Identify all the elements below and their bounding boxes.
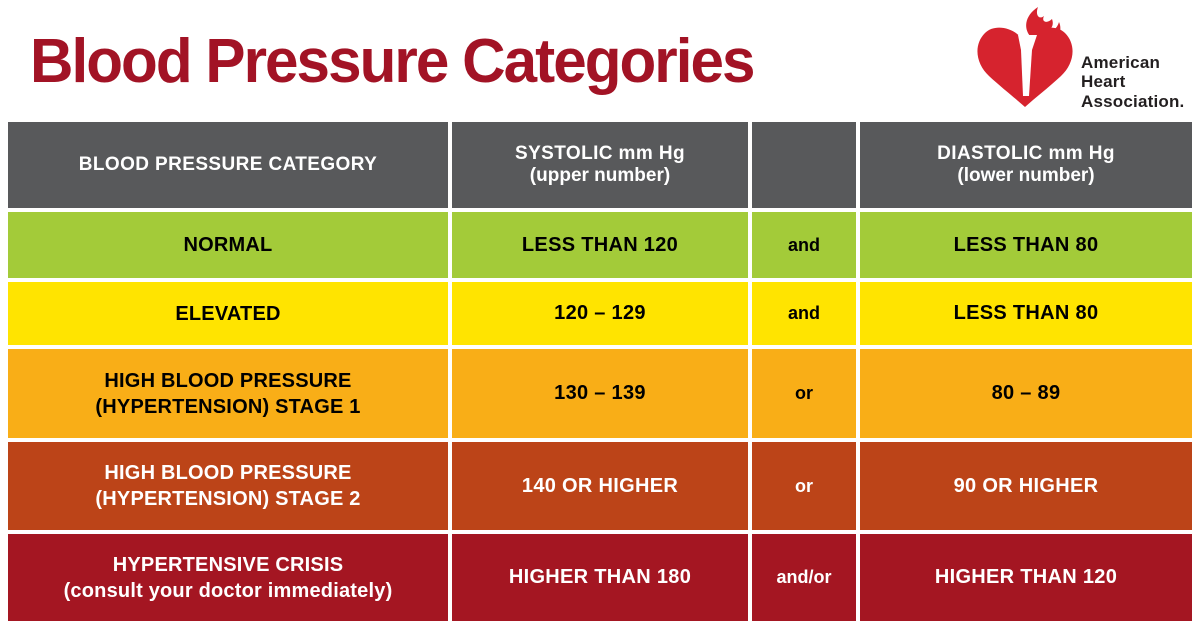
table-row-normal [8,212,1192,278]
aha-logo-line2: Heart [1081,72,1126,92]
cell-category [8,349,448,438]
header-cell-systolic [452,122,748,208]
cell-category [8,212,448,278]
cell-category [8,282,448,345]
cell-connector [752,212,856,278]
diastolic-value: 90 OR HIGHER [953,474,1099,497]
header-systolic-label: SYSTOLIC mm Hg [515,143,685,164]
systolic-value: HIGHER THAN 180 [508,566,692,588]
table-header-row [8,122,1192,208]
cell-systolic [452,212,748,278]
diastolic-value: LESS THAN 80 [953,302,1099,324]
header-diastolic-label: DIASTOLIC mm Hg [937,143,1115,164]
cell-connector [752,442,856,530]
category-note: (HYPERTENSION) STAGE 2 [95,488,361,510]
cell-diastolic [860,534,1192,621]
category-label: HIGH BLOOD PRESSURE [104,462,352,484]
systolic-value: 140 OR HIGHER [521,474,679,497]
aha-logo [975,6,1184,118]
cell-systolic [452,442,748,530]
category-label: HIGH BLOOD PRESSURE [104,369,352,392]
connector-label: or [795,475,813,496]
systolic-value: 120 – 129 [554,302,646,324]
cell-systolic [452,282,748,345]
cell-connector [752,349,856,438]
connector-label: or [795,383,813,403]
cell-systolic [452,349,748,438]
heart-torch-icon [975,6,1075,118]
bp-category-table [8,122,1192,625]
table-row-crisis [8,534,1192,621]
cell-connector [752,282,856,345]
table-row-stage2 [8,442,1192,530]
header-cell-category [8,122,448,208]
cell-diastolic [860,212,1192,278]
connector-label: and [787,234,820,255]
category-label: NORMAL [183,234,273,256]
header-category-label: BLOOD PRESSURE CATEGORY [78,154,378,175]
diastolic-value: LESS THAN 80 [953,233,1099,256]
page-title: Blood Pressure Categories [30,27,754,96]
systolic-value: LESS THAN 120 [521,233,679,256]
cell-category [8,442,448,530]
cell-diastolic [860,282,1192,345]
category-label: ELEVATED [175,302,281,325]
cell-connector [752,534,856,621]
table-row-stage1 [8,349,1192,438]
header-cell-connector [752,122,856,208]
diastolic-value: HIGHER THAN 120 [934,566,1118,588]
aha-logo-text [1081,53,1184,112]
aha-logo-line3: Association. [1081,91,1185,111]
header-cell-diastolic [860,122,1192,208]
cell-category [8,534,448,621]
connector-label: and/or [776,567,832,587]
aha-logo-line1: American [1081,52,1161,72]
diastolic-value: 80 – 89 [991,382,1061,404]
cell-diastolic [860,442,1192,530]
connector-label: and [787,303,820,323]
table-row-elevated [8,282,1192,345]
cell-diastolic [860,349,1192,438]
category-label: HYPERTENSIVE CRISIS [112,553,344,576]
header-diastolic-sublabel: (lower number) [957,165,1095,186]
cell-systolic [452,534,748,621]
category-note: (consult your doctor immediately) [63,579,393,602]
header-systolic-sublabel: (upper number) [529,165,671,186]
systolic-value: 130 – 139 [554,382,646,404]
category-note: (HYPERTENSION) STAGE 1 [95,395,361,418]
